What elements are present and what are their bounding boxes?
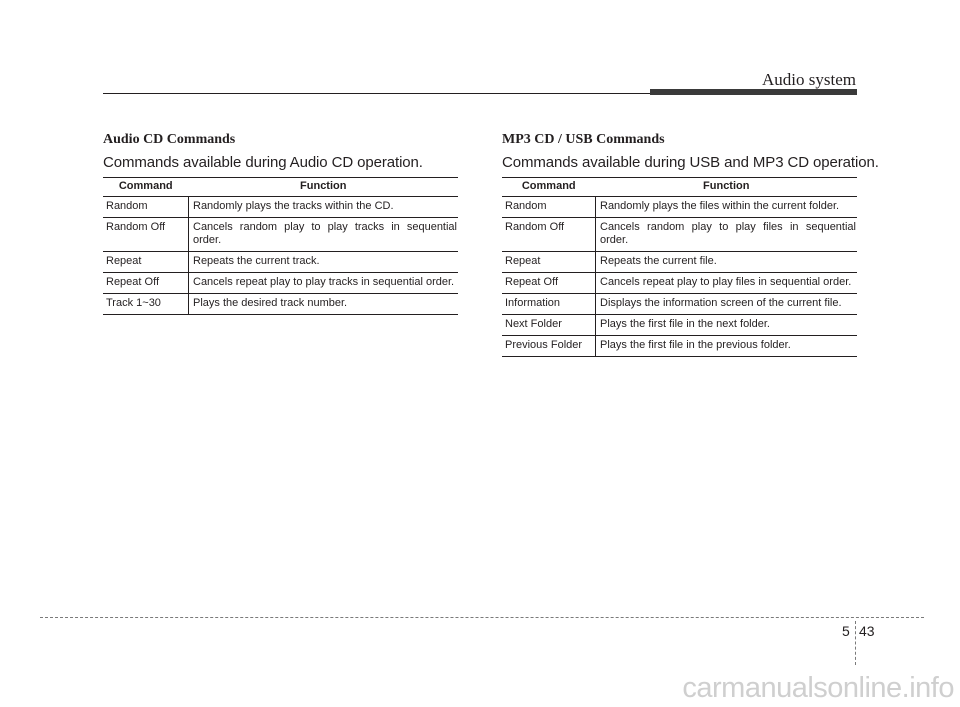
usb-commands-section bbox=[502, 131, 879, 357]
command-cell: Repeat Off bbox=[103, 273, 189, 294]
command-cell: Information bbox=[502, 294, 596, 315]
function-cell: Displays the information screen of the current file. bbox=[600, 297, 842, 309]
page-number: 43 bbox=[859, 623, 875, 639]
table-row bbox=[103, 294, 458, 315]
cd-commands-table bbox=[103, 177, 458, 315]
header-rule-accent bbox=[650, 89, 857, 95]
column-header-function: Function bbox=[300, 180, 347, 192]
command-cell: Repeat bbox=[103, 252, 189, 273]
function-cell: Repeats the current file. bbox=[600, 255, 717, 267]
function-cell: Randomly plays the tracks within the CD. bbox=[193, 200, 394, 212]
table-row bbox=[502, 252, 857, 273]
function-cell: Cancels repeat play to play tracks in sequential order. bbox=[193, 276, 455, 288]
command-cell: Repeat bbox=[502, 252, 596, 273]
column-header-command: Command bbox=[118, 180, 173, 192]
function-cell: Plays the first file in the previous folder. bbox=[600, 339, 791, 351]
table-header-row bbox=[103, 178, 458, 197]
footer-divider bbox=[40, 617, 924, 618]
usb-section-subtitle: Commands available during USB and MP3 CD operation. bbox=[502, 154, 879, 171]
command-cell: Repeat Off bbox=[502, 273, 596, 294]
header-title: Audio system bbox=[762, 70, 856, 89]
usb-commands-table bbox=[502, 177, 857, 357]
table-row bbox=[502, 315, 857, 336]
command-cell: Next Folder bbox=[502, 315, 596, 336]
command-cell: Random Off bbox=[103, 218, 189, 252]
cd-commands-section bbox=[103, 131, 458, 315]
column-header-command: Command bbox=[521, 180, 576, 192]
command-cell: Track 1~30 bbox=[103, 294, 189, 315]
command-cell: Random bbox=[103, 197, 189, 218]
table-row bbox=[103, 252, 458, 273]
chapter-number: 5 bbox=[842, 623, 850, 639]
table-row bbox=[502, 273, 857, 294]
header-rule bbox=[103, 93, 650, 94]
table-row bbox=[103, 218, 458, 252]
function-cell: Repeats the current track. bbox=[193, 255, 320, 267]
column-header-function: Function bbox=[703, 180, 750, 192]
table-row bbox=[502, 197, 857, 218]
table-row bbox=[502, 294, 857, 315]
function-cell: Cancels random play to play files in sequential order. bbox=[600, 221, 856, 246]
command-cell: Random Off bbox=[502, 218, 596, 252]
table-row bbox=[502, 336, 857, 357]
usb-section-title: MP3 CD / USB Commands bbox=[502, 132, 665, 147]
cd-section-subtitle: Commands available during Audio CD operation. bbox=[103, 154, 423, 171]
function-cell: Cancels repeat play to play files in sequential order. bbox=[600, 276, 852, 288]
table-header-row bbox=[502, 178, 857, 197]
command-cell: Random bbox=[502, 197, 596, 218]
table-row bbox=[103, 273, 458, 294]
function-cell: Plays the first file in the next folder. bbox=[600, 318, 770, 330]
function-cell: Randomly plays the files within the current folder. bbox=[600, 200, 840, 212]
table-row bbox=[502, 218, 857, 252]
command-cell: Previous Folder bbox=[502, 336, 596, 357]
cd-section-title: Audio CD Commands bbox=[103, 132, 236, 147]
function-cell: Cancels random play to play tracks in sequential order. bbox=[193, 221, 457, 246]
function-cell: Plays the desired track number. bbox=[193, 297, 348, 309]
page-number-divider bbox=[855, 621, 856, 665]
table-row bbox=[103, 197, 458, 218]
watermark: carmanualsonline.info bbox=[682, 672, 954, 704]
